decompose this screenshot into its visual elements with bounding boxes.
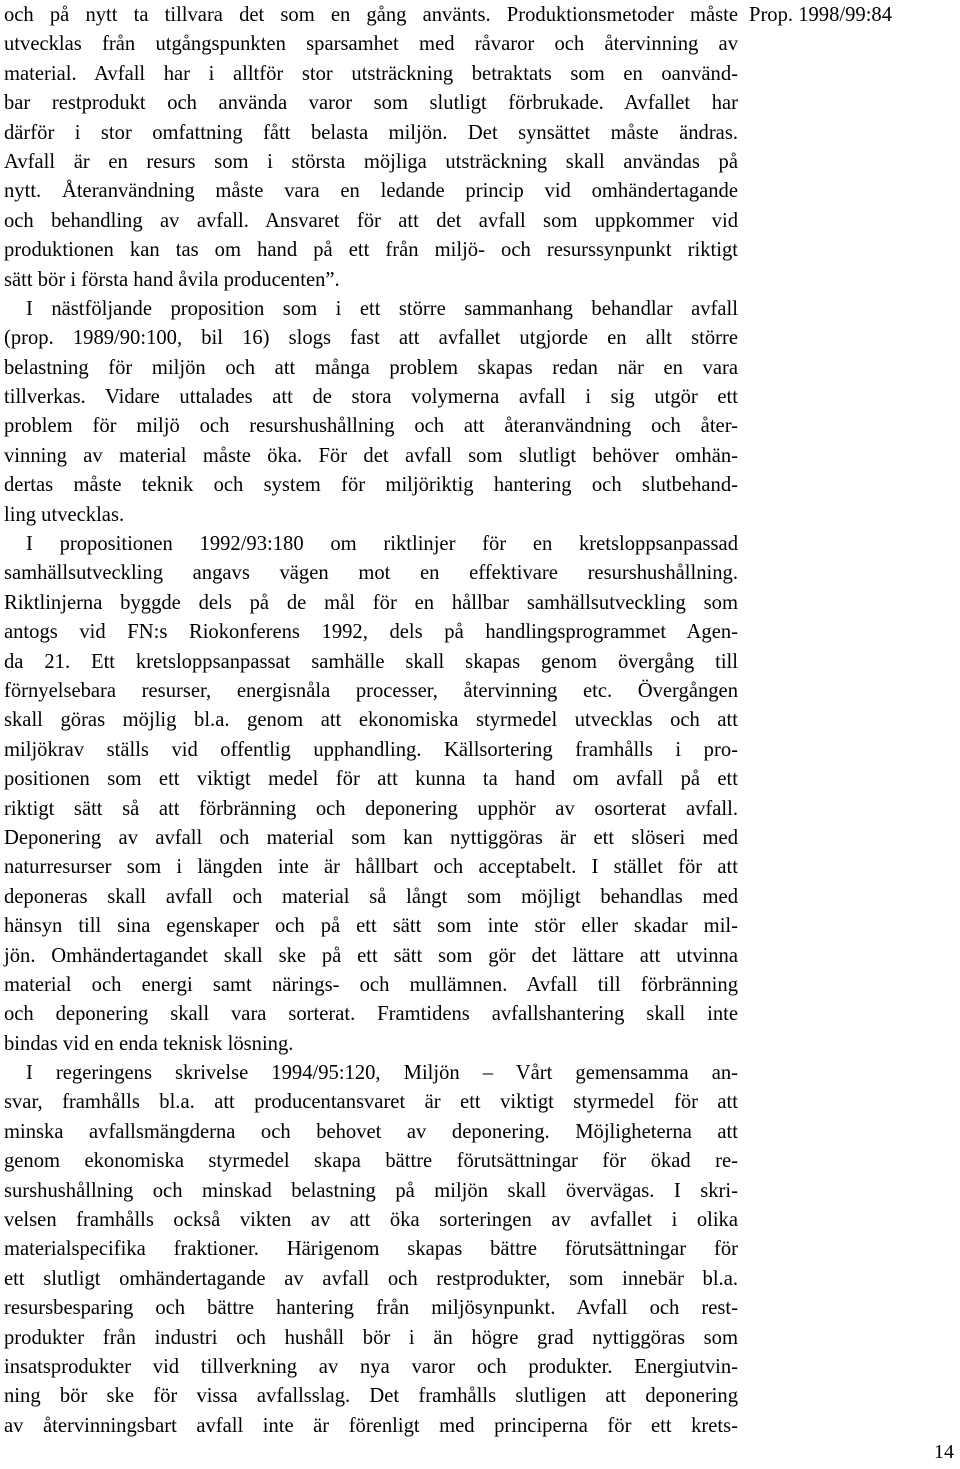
- text-line: tillverkas. Vidare uttalades att de stora volymerna avfall i sig utgör ett: [4, 386, 738, 409]
- text-line: antogs vid FN:s Riokonferens 1992, dels på handlingsprogrammet Agen-: [4, 621, 738, 644]
- text-line: produkter från industri och hushåll bör i än högre grad nyttiggöras som: [4, 1326, 738, 1349]
- text-line: velsen framhålls också vikten av att öka sorteringen av avfallet i olika: [4, 1209, 738, 1232]
- text-line: och behandling av avfall. Ansvaret för att det avfall som uppkommer vid: [4, 209, 738, 232]
- text-line: dertas måste teknik och system för miljöriktig hantering och slutbehand-: [4, 474, 738, 497]
- page-number: 14: [934, 1441, 954, 1463]
- text-line: samhällsutveckling angavs vägen mot en effektivare resurshushållning.: [4, 562, 738, 585]
- text-line: bar restprodukt och använda varor som slutligt förbrukade. Avfallet har: [4, 92, 738, 115]
- text-line: da 21. Ett kretsloppsanpassat samhälle skall skapas genom övergång till: [4, 650, 738, 673]
- body-text: [4, 1, 738, 1441]
- text-line: ning bör ske för vissa avfallsslag. Det framhålls slutligen att deponering: [4, 1385, 738, 1408]
- text-line: och deponering skall vara sorterat. Framtidens avfallshantering skall inte: [4, 1003, 738, 1026]
- proposition-reference: Prop. 1998/99:84: [749, 4, 893, 26]
- text-line: surshushållning och minskad belastning på miljön skall övervägas. I skri-: [4, 1179, 738, 1202]
- text-line: jön. Omhändertagandet skall ske på ett sätt som gör det lättare att utvinna: [4, 944, 738, 967]
- text-line: genom ekonomiska styrmedel skapa bättre förutsättningar för ökad re-: [4, 1150, 738, 1173]
- text-line: miljökrav ställs vid offentlig upphandling. Källsortering framhålls i pro-: [4, 738, 738, 761]
- text-line: Riktlinjerna byggde dels på de mål för en hållbar samhällsutveckling som: [4, 591, 738, 614]
- text-line: materialspecifika fraktioner. Härigenom skapas bättre förutsättningar för: [4, 1238, 738, 1261]
- text-line: belastning för miljön och att många problem skapas redan när en vara: [4, 356, 738, 379]
- text-line: bindas vid en enda teknisk lösning.: [4, 1032, 294, 1055]
- text-line: sätt bör i första hand åvila producenten”.: [4, 268, 340, 291]
- text-line: utvecklas från utgångspunkten sparsamhet med råvaror och återvinning av: [4, 33, 738, 56]
- text-line: svar, framhålls bl.a. att producentansvaret är ett viktigt styrmedel för att: [4, 1091, 738, 1114]
- text-line: deponeras skall avfall och material så långt som möjligt behandlas med: [4, 885, 738, 908]
- text-line: hänsyn till sina egenskaper och på ett sätt som inte stör eller skadar mil-: [4, 915, 738, 938]
- paragraph-first-line: I propositionen 1992/93:180 om riktlinjer för en kretsloppsanpassad: [26, 533, 738, 556]
- text-line: minska avfallsmängderna och behovet av deponering. Möjligheterna att: [4, 1120, 738, 1143]
- text-line: positionen som ett viktigt medel för att kunna ta hand om avfall på ett: [4, 768, 738, 791]
- text-line: och på nytt ta tillvara det som en gång använts. Produktionsmetoder måste: [4, 4, 738, 26]
- text-line: förnyelsebara resurser, energisnåla processer, återvinning etc. Övergången: [4, 679, 738, 702]
- text-line: material. Avfall har i alltför stor utsträckning betraktats som en oanvänd-: [4, 62, 738, 85]
- paragraph-first-line: I nästföljande proposition som i ett större sammanhang behandlar avfall: [26, 297, 738, 320]
- text-line: nytt. Återanvändning måste vara en ledande princip vid omhändertagande: [4, 180, 738, 203]
- text-line: skall göras möjlig bl.a. genom att ekonomiska styrmedel utvecklas och att: [4, 709, 738, 732]
- text-line: Deponering av avfall och material som kan nyttiggöras är ett slöseri med: [4, 826, 738, 849]
- text-line: av återvinningsbart avfall inte är förenligt med principerna för ett krets-: [4, 1414, 738, 1437]
- text-line: material och energi samt närings- och mullämnen. Avfall till förbränning: [4, 973, 738, 996]
- text-line: problem för miljö och resurshushållning och att återanvändning och åter-: [4, 415, 738, 438]
- text-line: ling utvecklas.: [4, 503, 125, 526]
- text-line: (prop. 1989/90:100, bil 16) slogs fast att avfallet utgjorde en allt större: [4, 327, 738, 350]
- text-line: resursbesparing och bättre hantering från miljösynpunkt. Avfall och rest-: [4, 1297, 738, 1320]
- text-line: naturresurser som i längden inte är hållbart och acceptabelt. I stället för att: [4, 856, 738, 879]
- text-line: Avfall är en resurs som i största möjliga utsträckning skall användas på: [4, 150, 738, 173]
- text-line: riktigt sätt så att förbränning och deponering upphör av osorterat avfall.: [4, 797, 738, 820]
- paragraph-first-line: I regeringens skrivelse 1994/95:120, Miljön – Vårt gemensamma an-: [26, 1062, 738, 1085]
- text-line: insatsprodukter vid tillverkning av nya varor och produkter. Energiutvin-: [4, 1355, 738, 1378]
- text-line: vinning av material måste öka. För det avfall som slutligt behöver omhän-: [4, 444, 738, 467]
- text-line: därför i stor omfattning fått belasta miljön. Det synsättet måste ändras.: [4, 121, 738, 144]
- text-line: ett slutligt omhändertagande av avfall och restprodukter, som innebär bl.a.: [4, 1267, 738, 1290]
- text-line: produktionen kan tas om hand på ett från miljö- och resurssynpunkt riktigt: [4, 239, 738, 262]
